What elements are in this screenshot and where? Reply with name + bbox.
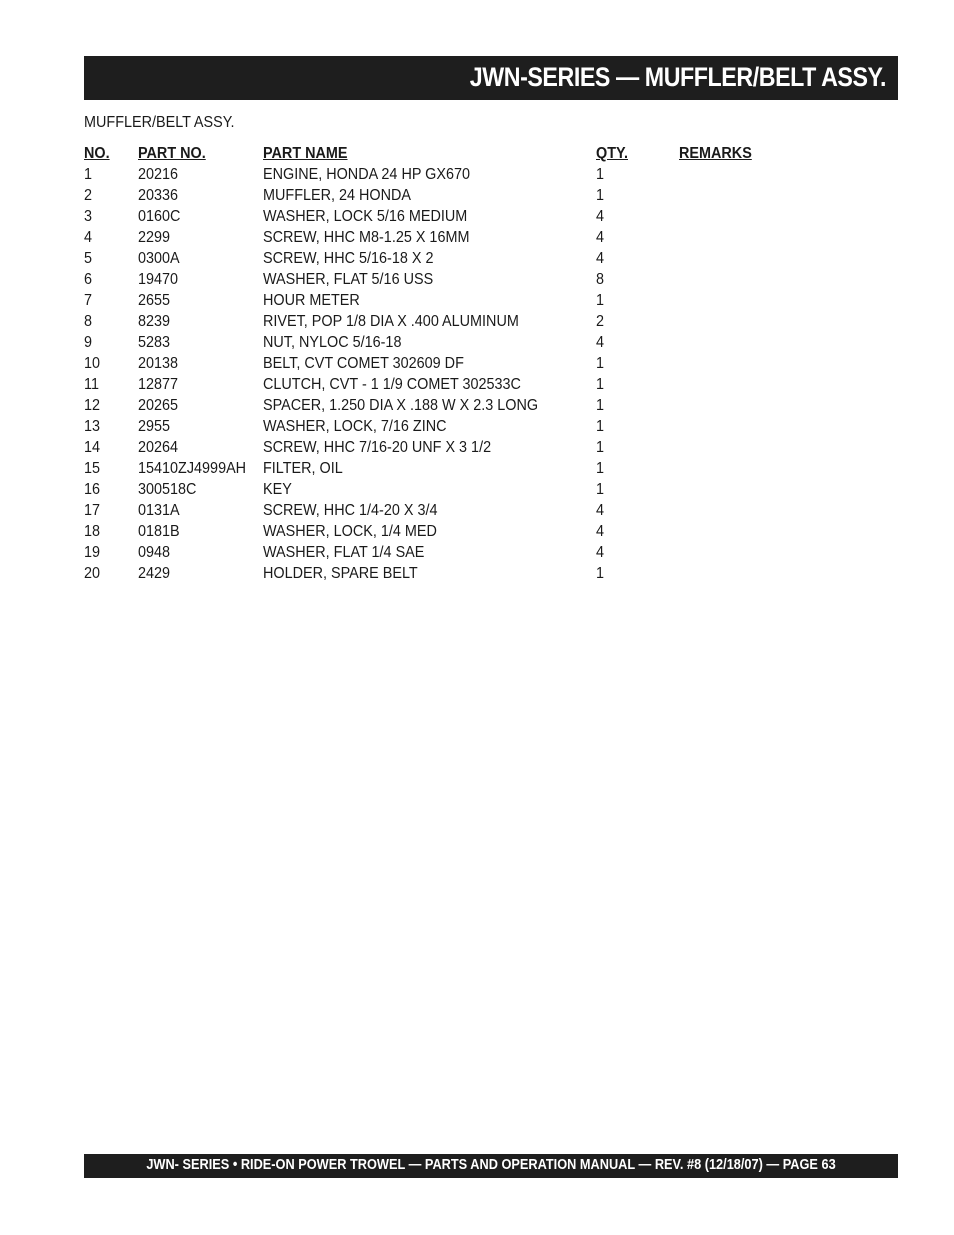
table-body (84, 164, 804, 584)
page-title: JWN-SERIES — MUFFLER/BELT ASSY. (469, 62, 886, 92)
cell-part-name: WASHER, LOCK 5/16 MEDIUM (263, 208, 468, 225)
table-row (84, 185, 804, 206)
table-row (84, 227, 804, 248)
cell-qty: 1 (596, 481, 605, 498)
cell-part-no: 5283 (138, 334, 171, 351)
cell-no: 16 (84, 481, 101, 498)
column-header-part-no: PART NO. (138, 145, 206, 162)
cell-part-name: CLUTCH, CVT - 1 1/9 COMET 302533C (263, 376, 521, 393)
cell-part-name: WASHER, LOCK, 7/16 ZINC (263, 418, 447, 435)
table-row (84, 542, 804, 563)
cell-part-no: 20265 (138, 397, 179, 414)
page-footer-bar (84, 1154, 898, 1178)
cell-part-no: 0160C (138, 208, 181, 225)
cell-part-name: SCREW, HHC 1/4-20 X 3/4 (263, 502, 438, 519)
cell-part-name: WASHER, FLAT 5/16 USS (263, 271, 434, 288)
table-row (84, 458, 804, 479)
cell-qty: 4 (596, 544, 605, 561)
cell-part-name: WASHER, LOCK, 1/4 MED (263, 523, 437, 540)
cell-part-name: ENGINE, HONDA 24 HP GX670 (263, 166, 471, 183)
cell-part-no: 300518C (138, 481, 197, 498)
page-title-bar (84, 56, 898, 100)
cell-part-no: 15410ZJ4999AH (138, 460, 247, 477)
column-header-remarks: REMARKS (679, 145, 752, 162)
cell-qty: 1 (596, 439, 605, 456)
cell-qty: 1 (596, 166, 605, 183)
table-row (84, 374, 804, 395)
cell-no: 13 (84, 418, 101, 435)
table-row (84, 437, 804, 458)
cell-no: 11 (84, 376, 99, 393)
cell-part-no: 0181B (138, 523, 180, 540)
cell-qty: 4 (596, 334, 605, 351)
table-row (84, 353, 804, 374)
table-row (84, 269, 804, 290)
cell-part-no: 2955 (138, 418, 171, 435)
cell-part-name: SCREW, HHC 7/16-20 UNF X 3 1/2 (263, 439, 492, 456)
cell-part-name: KEY (263, 481, 292, 498)
cell-qty: 4 (596, 502, 605, 519)
cell-part-no: 0948 (138, 544, 171, 561)
cell-part-no: 20264 (138, 439, 179, 456)
cell-qty: 8 (596, 271, 605, 288)
cell-part-name: SCREW, HHC M8-1.25 X 16MM (263, 229, 470, 246)
page-footer: JWN- SERIES • RIDE-ON POWER TROWEL — PARTS AND OPERATION MANUAL — REV. #8 (12/18/07) — PAGE 63 (146, 1157, 836, 1173)
cell-qty: 1 (596, 292, 605, 309)
cell-part-name: SPACER, 1.250 DIA X .188 W X 2.3 LONG (263, 397, 539, 414)
cell-qty: 4 (596, 229, 605, 246)
cell-qty: 1 (596, 397, 605, 414)
column-header-part-name: PART NAME (263, 145, 348, 162)
cell-no: 3 (84, 208, 93, 225)
cell-part-no: 20336 (138, 187, 179, 204)
table-row (84, 563, 804, 584)
table-row (84, 521, 804, 542)
cell-qty: 4 (596, 208, 605, 225)
cell-no: 5 (84, 250, 93, 267)
cell-no: 1 (84, 166, 93, 183)
cell-no: 7 (84, 292, 93, 309)
cell-part-no: 19470 (138, 271, 179, 288)
cell-no: 19 (84, 544, 101, 561)
table-row (84, 479, 804, 500)
cell-qty: 2 (596, 313, 605, 330)
cell-part-name: NUT, NYLOC 5/16-18 (263, 334, 402, 351)
column-header-qty: QTY. (596, 145, 629, 162)
cell-no: 10 (84, 355, 101, 372)
cell-no: 6 (84, 271, 93, 288)
column-header-no: NO. (84, 145, 110, 162)
cell-part-name: RIVET, POP 1/8 DIA X .400 ALUMINUM (263, 313, 519, 330)
cell-qty: 1 (596, 565, 605, 582)
cell-no: 4 (84, 229, 93, 246)
cell-part-no: 2655 (138, 292, 171, 309)
cell-no: 8 (84, 313, 93, 330)
cell-part-no: 2299 (138, 229, 171, 246)
cell-qty: 1 (596, 460, 605, 477)
cell-part-no: 0300A (138, 250, 180, 267)
table-row (84, 332, 804, 353)
cell-part-no: 8239 (138, 313, 171, 330)
cell-no: 2 (84, 187, 93, 204)
cell-no: 9 (84, 334, 93, 351)
cell-part-no: 20138 (138, 355, 179, 372)
section-label: MUFFLER/BELT ASSY. (84, 114, 235, 131)
table-row (84, 206, 804, 227)
table-row (84, 290, 804, 311)
cell-part-name: MUFFLER, 24 HONDA (263, 187, 412, 204)
cell-part-name: HOUR METER (263, 292, 360, 309)
table-row (84, 248, 804, 269)
cell-part-no: 20216 (138, 166, 179, 183)
cell-part-name: BELT, CVT COMET 302609 DF (263, 355, 464, 372)
table-row (84, 416, 804, 437)
table-row (84, 500, 804, 521)
cell-part-name: HOLDER, SPARE BELT (263, 565, 418, 582)
cell-no: 15 (84, 460, 101, 477)
parts-table (84, 143, 804, 584)
cell-no: 12 (84, 397, 101, 414)
cell-part-name: SCREW, HHC 5/16-18 X 2 (263, 250, 434, 267)
cell-no: 14 (84, 439, 101, 456)
cell-no: 17 (84, 502, 101, 519)
cell-part-name: FILTER, OIL (263, 460, 343, 477)
table-row (84, 164, 804, 185)
cell-qty: 1 (596, 187, 605, 204)
cell-no: 18 (84, 523, 101, 540)
cell-part-no: 12877 (138, 376, 179, 393)
cell-part-name: WASHER, FLAT 1/4 SAE (263, 544, 425, 561)
cell-qty: 4 (596, 523, 605, 540)
cell-no: 20 (84, 565, 101, 582)
cell-qty: 1 (596, 418, 605, 435)
cell-part-no: 2429 (138, 565, 171, 582)
cell-qty: 4 (596, 250, 605, 267)
cell-qty: 1 (596, 355, 605, 372)
cell-part-no: 0131A (138, 502, 180, 519)
table-header-row (84, 143, 804, 164)
table-row (84, 395, 804, 416)
cell-qty: 1 (596, 376, 605, 393)
table-row (84, 311, 804, 332)
